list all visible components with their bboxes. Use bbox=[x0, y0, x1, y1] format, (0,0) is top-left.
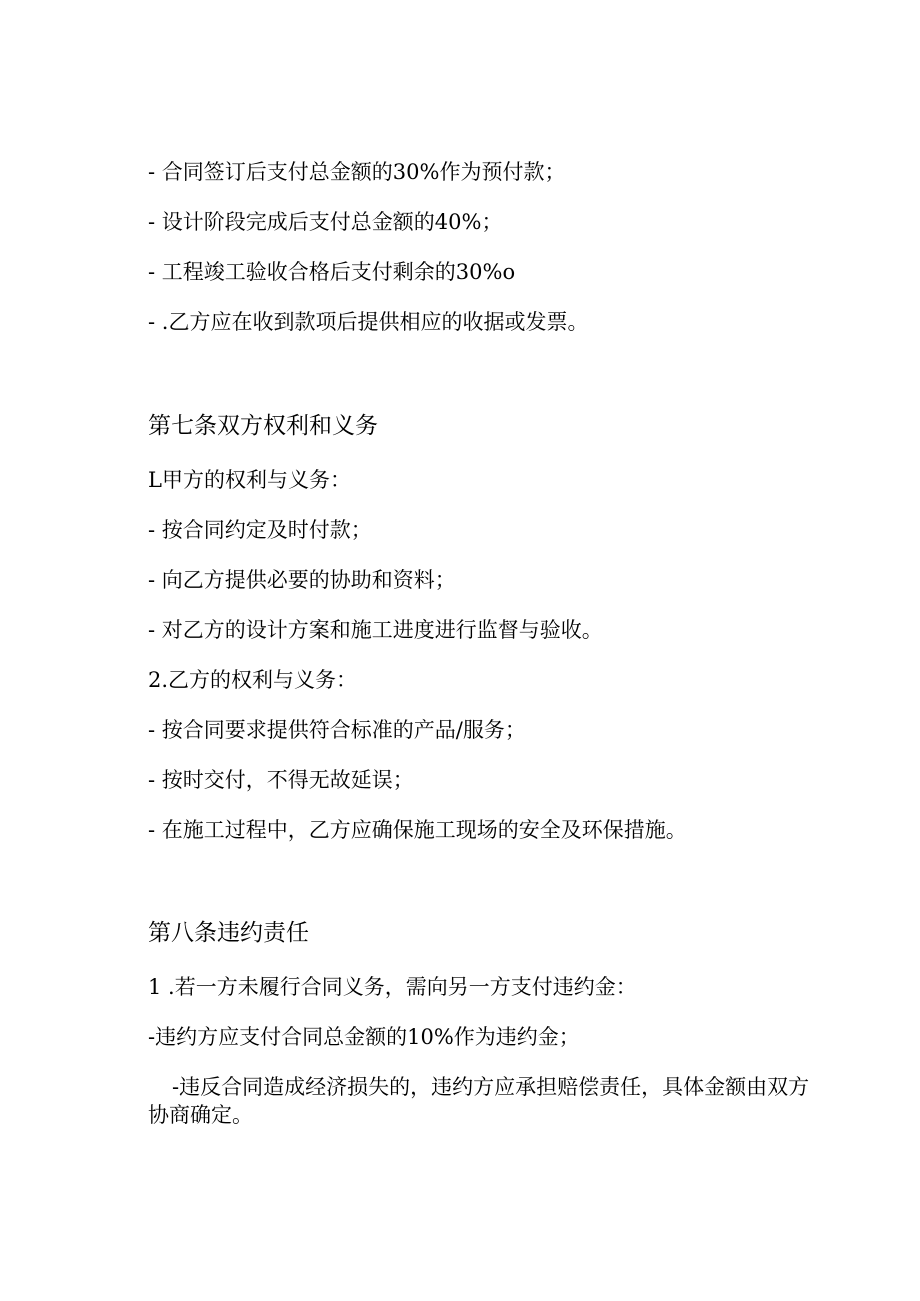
party-b-item: - 按时交付，不得无故延误； bbox=[148, 768, 414, 792]
payment-item-completion: - 工程竣工验收合格后支付剩余的30%o bbox=[148, 260, 516, 284]
party-b-item: - 在施工过程中，乙方应确保施工现场的安全及环保措施。 bbox=[148, 818, 687, 842]
party-b-heading: 2.乙方的权利与义务： bbox=[148, 668, 358, 692]
breach-clause-1: 1 .若一方未履行合同义务，需向另一方支付违约金： bbox=[148, 975, 637, 999]
payment-item-receipt: - .乙方应在收到款项后提供相应的收据或发票。 bbox=[148, 310, 589, 334]
party-a-item: - 按合同约定及时付款； bbox=[148, 518, 372, 542]
party-b-item: - 按合同要求提供符合标准的产品/服务； bbox=[148, 718, 526, 742]
breach-item-compensation: -违反合同造成经济损失的，违约方应承担赔偿责任，具体金额由双方协商确定。 bbox=[148, 1075, 810, 1127]
party-a-item: - 对乙方的设计方案和施工进度进行监督与验收。 bbox=[148, 618, 603, 642]
party-a-heading: L甲方的权利与义务： bbox=[148, 468, 351, 492]
payment-item-design-stage: - 设计阶段完成后支付总金额的40%； bbox=[148, 210, 503, 234]
payment-item-prepayment: - 合同签订后支付总金额的30%作为预付款； bbox=[148, 160, 566, 184]
article-8-title: 第八条违约责任 bbox=[148, 920, 309, 946]
breach-item-penalty: -违约方应支付合同总金额的10%作为违约金； bbox=[148, 1025, 580, 1049]
party-a-item: - 向乙方提供必要的协助和资料； bbox=[148, 568, 456, 592]
article-7-title: 第七条双方权利和义务 bbox=[148, 413, 378, 439]
